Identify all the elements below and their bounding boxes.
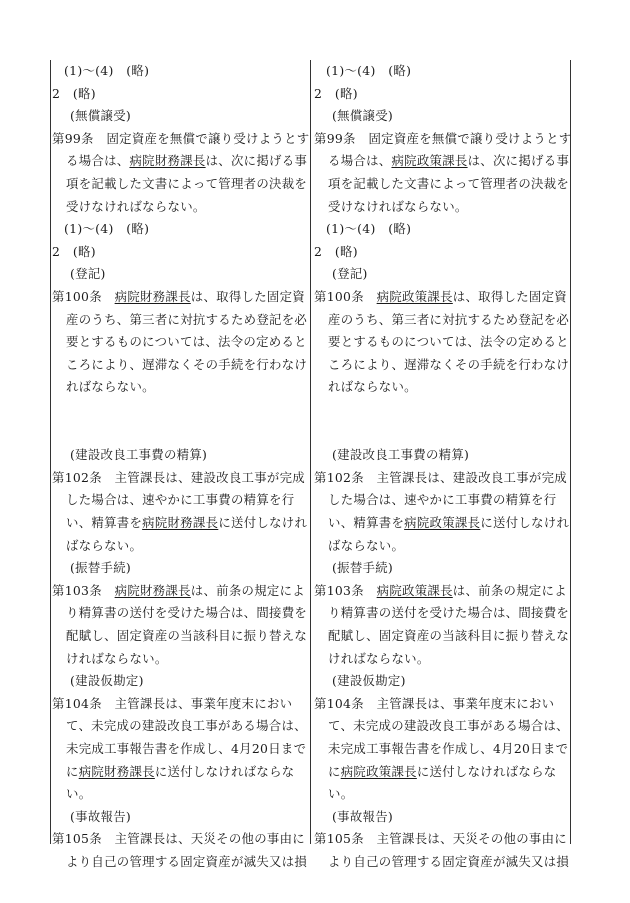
text-line: [328, 489, 556, 511]
text-segment: り精算書の送付を受けた場合は、間接費を: [66, 605, 308, 621]
text-segment: 未完成工事報告書を作成し、4月20日まで: [66, 741, 307, 756]
text-line: [66, 738, 306, 760]
text-segment: 産のうち、第三者に対抗するため登記を必: [66, 311, 308, 327]
text-segment: (登記): [70, 266, 106, 282]
text-line: [66, 602, 307, 624]
table-border-center: [310, 60, 311, 844]
text-segment: (建設仮勘定): [70, 673, 144, 689]
text-segment: (1)～(4) (略): [326, 63, 412, 78]
underlined-term: 病院政策課長: [404, 515, 481, 530]
text-line: [66, 173, 307, 195]
text-segment: より自己の管理する固定資産が滅失又は損: [66, 854, 308, 869]
underlined-term: 病院財務課長: [114, 582, 191, 598]
text-line: [328, 173, 569, 195]
underlined-term: 病院政策課長: [340, 763, 417, 779]
text-line: [70, 263, 106, 285]
table-border-right: [570, 60, 571, 844]
text-segment: ればならない。: [66, 379, 155, 395]
text-line: [66, 150, 307, 172]
text-segment: は、次に掲げる事: [205, 153, 308, 169]
text-line: [328, 512, 569, 534]
text-segment: ころにより、遅滞なくその手続を行わなけ: [66, 356, 308, 372]
text-line: [66, 489, 294, 511]
text-line: [64, 218, 149, 240]
text-line: [52, 241, 96, 263]
text-segment: に: [328, 763, 341, 779]
text-line: [328, 354, 569, 376]
text-segment: 配賦し、固定資産の当該科目に振り替えな: [328, 628, 570, 643]
text-segment: て、未完成の建設改良工事がある場合は、: [328, 718, 569, 734]
text-line: [326, 218, 411, 240]
text-segment: は、次に掲げる事: [467, 153, 570, 169]
underlined-term: 病院財務課長: [78, 763, 155, 779]
text-line: [328, 376, 417, 398]
text-segment: ばならない。: [328, 537, 405, 553]
text-line: [328, 535, 404, 557]
text-segment: 第102条 主管課長は、建設改良工事が完成: [314, 469, 567, 485]
text-line: [66, 196, 206, 218]
comparison-table: [50, 60, 572, 869]
text-segment: 第99条 固定資産を無償で譲り受けようとす: [52, 130, 310, 146]
text-segment: い、精算書を: [66, 515, 143, 530]
text-line: [66, 512, 307, 534]
text-segment: 産のうち、第三者に対抗するため登記を必: [328, 311, 570, 327]
text-line: [328, 331, 569, 353]
text-line: [332, 557, 393, 579]
underlined-term: 病院財務課長: [114, 289, 191, 304]
text-segment: は、前条の規定によ: [452, 582, 567, 598]
text-line: [332, 670, 406, 692]
text-line: [52, 828, 305, 850]
text-line: [328, 602, 569, 624]
text-segment: に送付しなけれ: [480, 515, 570, 530]
underlined-term: 病院財務課長: [129, 153, 206, 169]
text-line: [66, 783, 91, 805]
text-segment: (1)～(4) (略): [64, 63, 150, 78]
text-segment: 第105条 主管課長は、天災その他の事由に: [314, 831, 567, 847]
text-line: [314, 128, 572, 150]
text-line: [66, 354, 307, 376]
text-segment: は、取得した固定資: [452, 289, 567, 304]
text-segment: (振替手続): [70, 560, 132, 576]
text-segment: 項を記載した文書によって管理者の決裁を: [66, 176, 308, 191]
text-line: [332, 263, 368, 285]
text-segment: ればならない。: [328, 379, 417, 395]
text-segment: に送付しなけれ: [218, 515, 308, 530]
text-line: [328, 761, 556, 783]
text-line: [332, 105, 393, 127]
text-line: [70, 670, 144, 692]
text-line: [314, 241, 358, 263]
text-line: [52, 693, 292, 715]
text-segment: 第100条: [52, 289, 115, 304]
underlined-term: 病院政策課長: [376, 582, 453, 598]
text-segment: (振替手続): [332, 560, 394, 576]
text-segment: 第104条 主管課長は、事業年度末におい: [52, 695, 293, 711]
text-segment: 未完成工事報告書を作成し、4月20日まで: [328, 741, 569, 756]
text-segment: 配賦し、固定資産の当該科目に振り替えな: [66, 628, 308, 643]
text-line: [328, 648, 430, 670]
text-line: [66, 715, 307, 737]
text-segment: 受けなければならない。: [328, 198, 468, 214]
text-line: [52, 128, 310, 150]
text-line: [328, 851, 569, 873]
text-segment: 項を記載した文書によって管理者の決裁を: [328, 176, 570, 191]
text-segment: (建設仮勘定): [332, 673, 406, 689]
text-segment: り精算書の送付を受けた場合は、間接費を: [328, 605, 570, 621]
text-segment: (1)～(4) (略): [64, 221, 150, 237]
text-segment: (無償譲受): [70, 108, 132, 124]
text-line: [328, 196, 468, 218]
text-segment: ころにより、遅滞なくその手続を行わなけ: [328, 356, 570, 372]
text-line: [66, 648, 168, 670]
underlined-term: 病院政策課長: [376, 289, 453, 304]
text-segment: 2 (略): [52, 243, 96, 259]
text-segment: 受けなければならない。: [66, 198, 206, 214]
text-segment: 第102条 主管課長は、建設改良工事が完成: [52, 469, 305, 485]
text-line: [328, 715, 569, 737]
text-segment: (事故報告): [332, 808, 394, 824]
text-line: [70, 806, 131, 828]
underlined-term: 病院政策課長: [391, 153, 468, 169]
text-segment: 第103条: [52, 582, 115, 598]
text-line: [328, 309, 569, 331]
text-line: [314, 828, 567, 850]
text-line: [70, 557, 131, 579]
text-line: [326, 60, 411, 82]
text-line: [328, 625, 569, 647]
text-line: [52, 467, 305, 489]
text-segment: した場合は、速やかに工事費の精算を行: [66, 492, 295, 508]
text-segment: (1)～(4) (略): [326, 221, 412, 237]
underlined-term: 病院財務課長: [142, 515, 219, 530]
text-segment: ければならない。: [328, 650, 430, 666]
text-line: [64, 60, 149, 82]
text-line: [70, 105, 131, 127]
text-segment: 第103条: [314, 582, 377, 598]
text-segment: 2 (略): [314, 243, 358, 259]
text-line: [314, 286, 567, 308]
text-line: [314, 467, 567, 489]
text-line: [332, 444, 469, 466]
text-segment: て、未完成の建設改良工事がある場合は、: [66, 718, 307, 734]
text-line: [328, 738, 568, 760]
text-line: [328, 150, 569, 172]
text-segment: ければならない。: [66, 650, 168, 666]
text-line: [314, 693, 554, 715]
text-line: [66, 535, 142, 557]
text-segment: (登記): [332, 266, 368, 282]
text-line: [52, 580, 305, 602]
text-segment: ばならない。: [66, 537, 143, 553]
table-border-left: [50, 60, 51, 844]
text-segment: に送付しなければならな: [416, 763, 557, 779]
text-line: [66, 625, 307, 647]
text-segment: る場合は、: [66, 153, 130, 169]
text-segment: (建設改良工事費の精算): [70, 447, 208, 463]
text-segment: 第105条 主管課長は、天災その他の事由に: [52, 831, 305, 847]
text-segment: 2 (略): [314, 85, 358, 101]
text-segment: は、前条の規定によ: [190, 582, 305, 598]
text-segment: い。: [66, 786, 92, 802]
text-line: [66, 376, 155, 398]
text-line: [52, 286, 305, 308]
text-segment: (事故報告): [70, 808, 132, 824]
text-line: [314, 83, 358, 105]
text-segment: 要とするものについては、法令の定めると: [328, 334, 569, 350]
text-segment: (建設改良工事費の精算): [332, 447, 470, 463]
text-line: [70, 444, 207, 466]
text-segment: は、取得した固定資: [190, 289, 305, 304]
text-segment: 2 (略): [52, 85, 96, 101]
text-line: [66, 761, 294, 783]
text-line: [66, 331, 307, 353]
text-segment: に送付しなければならな: [154, 763, 295, 779]
text-segment: 第99条 固定資産を無償で譲り受けようとす: [314, 130, 572, 146]
text-segment: 第100条: [314, 289, 377, 304]
text-segment: 要とするものについては、法令の定めると: [66, 334, 307, 350]
text-segment: した場合は、速やかに工事費の精算を行: [328, 492, 557, 508]
text-line: [52, 83, 96, 105]
text-segment: に: [66, 763, 79, 779]
text-segment: (無償譲受): [332, 108, 394, 124]
text-line: [332, 806, 393, 828]
text-line: [314, 580, 567, 602]
text-segment: る場合は、: [328, 153, 392, 169]
text-line: [328, 783, 353, 805]
text-line: [66, 309, 307, 331]
text-line: [66, 851, 307, 873]
text-segment: い。: [328, 786, 354, 802]
text-segment: 第104条 主管課長は、事業年度末におい: [314, 695, 555, 711]
text-segment: より自己の管理する固定資産が滅失又は損: [328, 854, 570, 869]
text-segment: い、精算書を: [328, 515, 405, 530]
